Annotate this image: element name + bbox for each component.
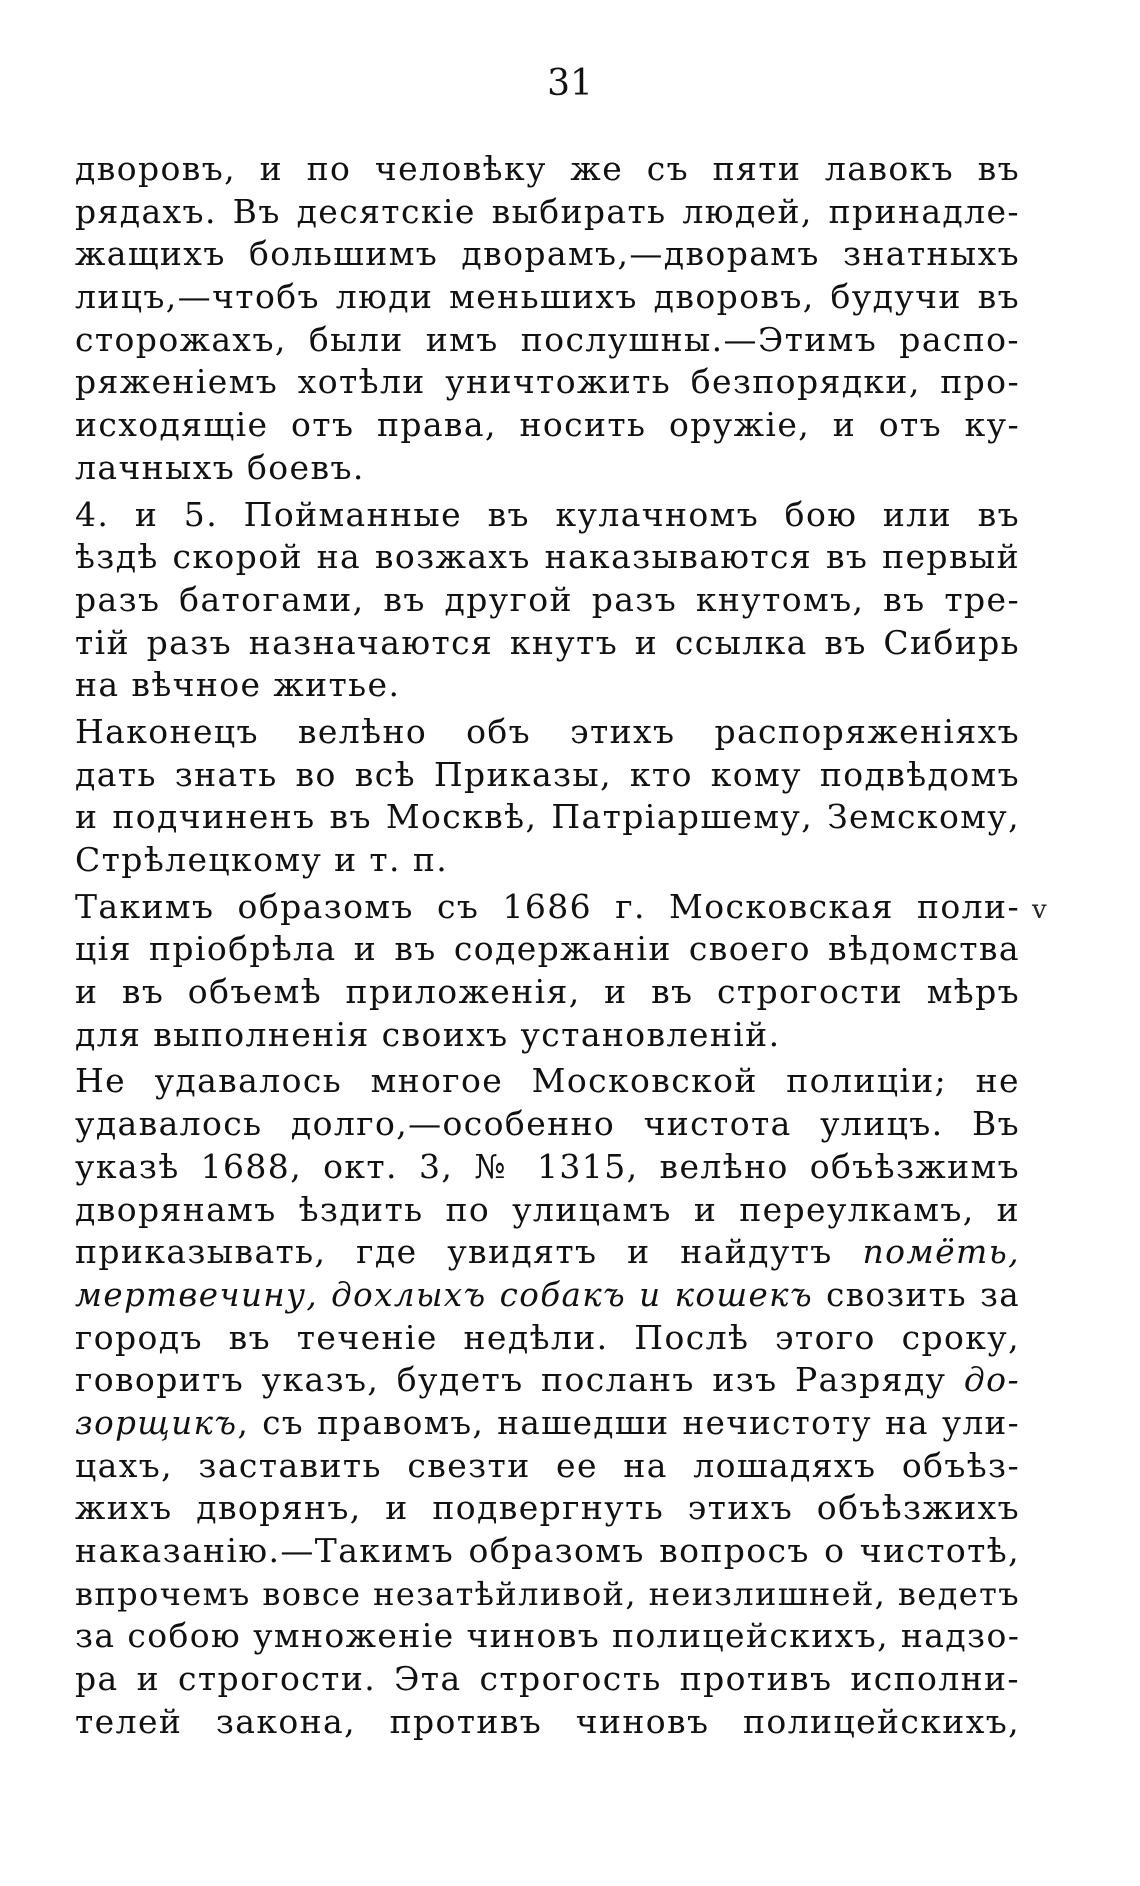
text-line: и въ объемѣ приложенія, и въ строгости мѣръ [75,972,1020,1012]
text-line: телей закона, противъ чиновъ полицейскихъ, [75,1701,1020,1741]
text-line: исходящіе отъ права, носить оружіе, и отъ ку- [75,405,1020,445]
text-line: разъ батогами, въ другой разъ кнутомъ, въ тре- [75,579,1020,619]
text-line: ѣздѣ скорой на возжахъ наказываются въ первый [75,537,1020,577]
text-line: ція пріобрѣла и въ содержаніи своего вѣдомства [75,929,1020,969]
text-line: за собою умноженіе чиновъ полицейскихъ, надзо- [75,1616,1021,1656]
text-line [75,1274,1020,1317]
text-line: ра и строгости. Эта строгость противъ исполни- [75,1659,1020,1699]
text-line: Стрѣлецкому и т. п. [75,840,449,879]
italic-text: до- [963,1360,1020,1400]
text-line: жихъ дворянъ, и подвергнуть этихъ объѣзжихъ [75,1488,1020,1528]
text-line [75,1359,1020,1402]
text-line: ряженіемъ хотѣли уничтожить безпорядки, про- [75,362,1020,402]
text-line [75,1402,1020,1445]
text-line: Такимъ образомъ съ 1686 г. Московская поли- [75,886,1020,926]
text-line: дворовъ, и по человѣку же съ пяти лавокъ въ [75,149,1020,188]
text-line: Не удавалось многое Московской полиціи; не [75,1061,1020,1101]
text-line: 4. и 5. Пойманные въ кулачномъ бою или въ [75,494,1020,534]
text-line: впрочемъ вовсе незатѣйливой, неизлишней, ведетъ [75,1574,1020,1613]
text-line [75,1231,1020,1274]
text-line: дать знать во всѣ Приказы, кто кому подвѣдомъ [75,754,1020,794]
italic-text: помёть, [862,1232,1020,1272]
text-line: лачныхъ боевъ. [75,447,365,487]
text-segment: приказывать, где увидятъ и найдутъ [75,1232,833,1272]
text-line: лицъ,—чтобъ люди меньшихъ дворовъ, будучи въ [75,277,1020,317]
text-line: указѣ 1688, окт. 3, № 1315, велѣно объѣзжимъ [75,1146,1020,1186]
text-line: рядахъ. Въ десятскіе выбирать людей, принадле- [75,191,1020,231]
text-line: тій разъ назначаются кнутъ и ссылка въ Сибирь [75,622,1020,662]
text-line: и подчиненъ въ Москвѣ, Патріаршему, Земскому, [75,797,1020,837]
text-line: для выполненія своихъ установленій. [75,1014,781,1054]
text-line: сторожахъ, были имъ послушны.—Этимъ распо- [75,319,1020,359]
text-line: наказанію.—Такимъ образомъ вопросъ о чистотѣ, [75,1531,1020,1570]
text-line: городъ въ теченіе недѣли. Послѣ этого сроку, [75,1317,1020,1357]
text-line: дворянамъ ѣздить по улицамъ и переулкамъ, и [75,1189,1020,1229]
italic-text: мертвечину, дохлыхъ собакъ и кошекъ [75,1275,814,1314]
italic-text: зорщикъ [75,1403,238,1442]
text-line: Наконецъ велѣно объ этихъ распоряженіяхъ [75,711,1020,751]
text-segment: , съ правомъ, нашедши нечистоту на ули- [237,1403,1020,1442]
body-text [75,148,1020,1743]
text-line: жащихъ большимъ дворамъ,—дворамъ знатныхъ [75,234,1020,274]
text-line: цахъ, заставить свезти ее на лошадяхъ объѣз- [75,1445,1020,1485]
text-line: удавалось долго,—особенно чистота улицъ. Въ [75,1104,1020,1144]
text-segment: говоритъ указъ, будетъ посланъ изъ Разряду [75,1360,947,1400]
text-segment: свозить за [826,1275,1020,1314]
page-number: 31 [547,63,593,104]
margin-mark: v [1032,895,1047,925]
text-line: на вѣчное житье. [75,665,401,705]
